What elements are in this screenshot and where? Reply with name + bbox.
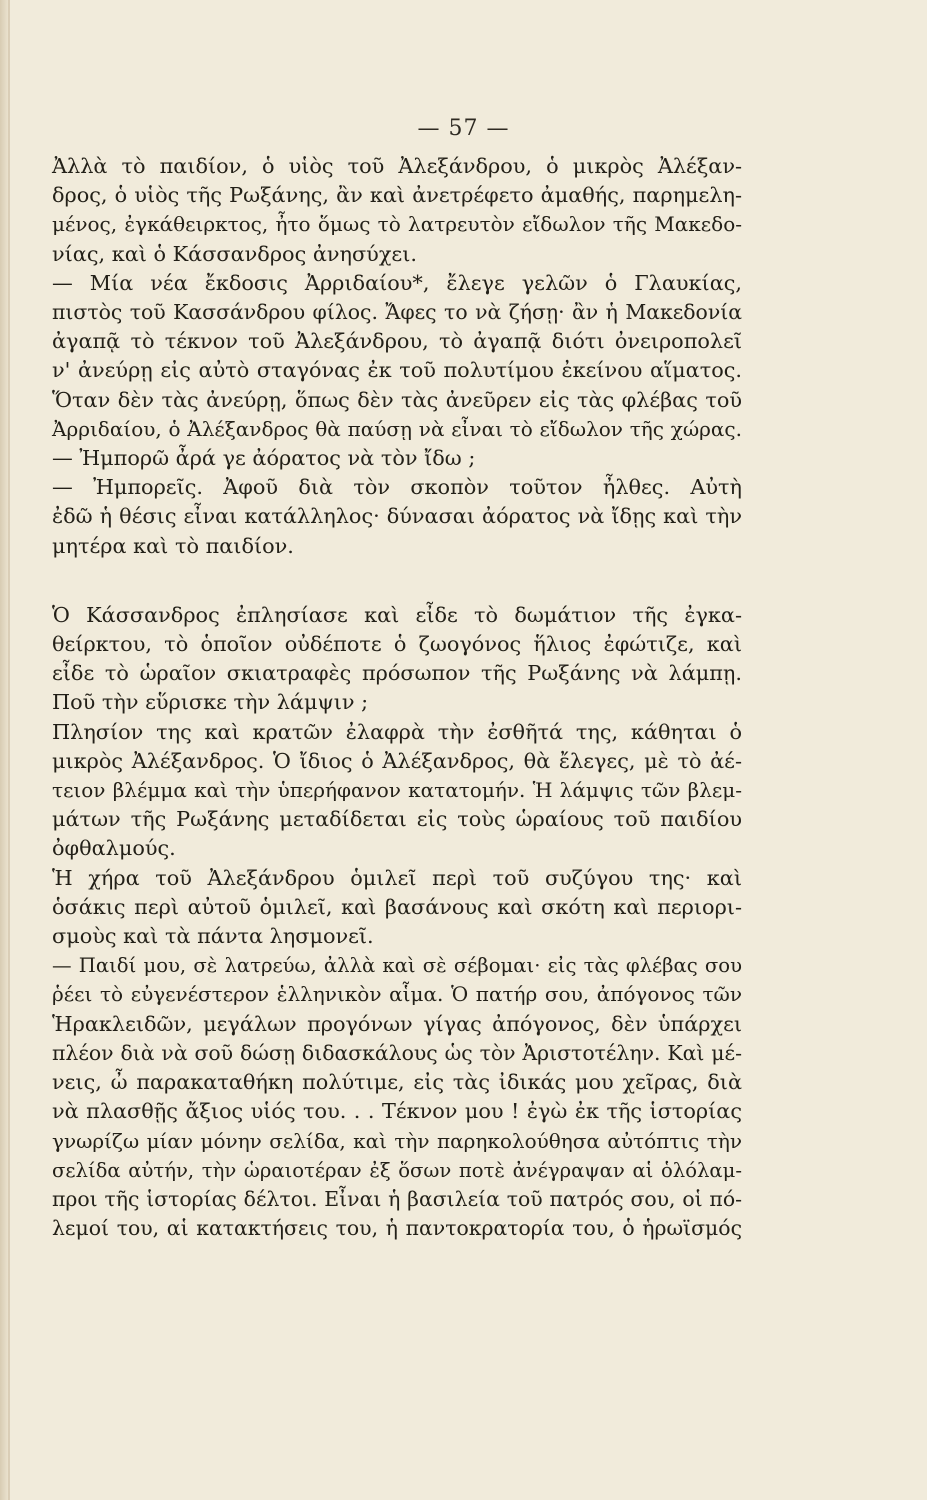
- text-line: νὰ πλασθῇς ἄξιος υἱός του. . . Τέκνον μου ! ἐγὼ ἐκ τῆς ἱστορίας: [52, 1099, 742, 1124]
- text-line: σμοὺς καὶ τὰ πάντα λησμονεῖ.: [52, 924, 374, 949]
- text-line: ὀφθαλμούς.: [52, 836, 176, 861]
- page-number: — 57 —: [417, 116, 510, 141]
- text-line: μικρὸς Ἀλέξανδρος. Ὁ ἴδιος ὁ Ἀλέξανδρος, θὰ ἔλεγες, μὲ τὸ ἀέ-: [52, 748, 742, 773]
- text-line: σελίδα αὐτήν, τὴν ὡραιοτέραν ἐξ ὅσων ποτὲ ἀνέγραψαν αἱ ὁλόλαμ-: [52, 1158, 742, 1182]
- body-text: [52, 152, 742, 1243]
- text-line: Ἡ χήρα τοῦ Ἀλεξάνδρου ὁμιλεῖ περὶ τοῦ συζύγου της· καὶ: [52, 865, 742, 890]
- text-line: — Ἠμπορεῖς. Ἀφοῦ διὰ τὸν σκοπὸν τοῦτον ἦλθες. Αὐτὴ: [52, 475, 742, 500]
- text-line: — Μία νέα ἔκδοσις Ἀρριδαίου*, ἔλεγε γελῶν ὁ Γλαυκίας,: [52, 270, 742, 295]
- text-line: προι τῆς ἱστορίας δέλτοι. Εἶναι ἡ βασιλεία τοῦ πατρός σου, οἱ πό-: [52, 1186, 742, 1211]
- text-line: πλέον διὰ νὰ σοῦ δώσῃ διδασκάλους ὡς τὸν Ἀριστοτέλην. Καὶ μέ-: [52, 1040, 742, 1065]
- text-line: — Παιδί μου, σὲ λατρεύω, ἀλλὰ καὶ σὲ σέβομαι· εἰς τὰς φλέβας σου: [52, 954, 742, 978]
- text-line: Ὁ Κάσσανδρος ἐπλησίασε καὶ εἶδε τὸ δωμάτιον τῆς ἐγκα-: [52, 602, 742, 627]
- text-line: μητέρα καὶ τὸ παιδίον.: [52, 533, 294, 558]
- text-line: Ἡρακλειδῶν, μεγάλων προγόνων γίγας ἀπόγονος, δὲν ὑπάρχει: [52, 1011, 742, 1036]
- text-line: ὁσάκις περὶ αὐτοῦ ὁμιλεῖ, καὶ βασάνους καὶ σκότη καὶ περιορι-: [52, 894, 742, 919]
- text-line: θείρκτου, τὸ ὁποῖον οὐδέποτε ὁ ζωογόνος ἥλιος ἐφώτιζε, καὶ: [52, 632, 742, 657]
- text-line: ν' ἀνεύρῃ εἰς αὐτὸ σταγόνας ἐκ τοῦ πολυτίμου ἐκείνου αἵματος.: [52, 358, 742, 383]
- text-line: λεμοί του, αἱ κατακτήσεις του, ἡ παντοκρατορία του, ὁ ἡρωϊσμός: [52, 1216, 742, 1241]
- text-line: Ἀλλὰ τὸ παιδίον, ὁ υἱὸς τοῦ Ἀλεξάνδρου, ὁ μικρὸς Ἀλέξαν-: [52, 154, 742, 178]
- text-line: ἐδῶ ἡ θέσις εἶναι κατάλληλος· δύνασαι ἀόρατος νὰ ἴδῃς καὶ τὴν: [52, 504, 742, 529]
- text-line: δρος, ὁ υἱὸς τῆς Ρωξάνης, ἂν καὶ ἀνετρέφετο ἀμαθής, παρημελη-: [52, 183, 742, 208]
- text-line: ῥέει τὸ εὐγενέστερον ἑλληνικὸν αἷμα. Ὁ πατήρ σου, ἀπόγονος τῶν: [52, 982, 742, 1007]
- text-line: μάτων τῆς Ρωξάνης μεταδίδεται εἰς τοὺς ὡραίους τοῦ παιδίου: [52, 807, 742, 832]
- text-line: εἶδε τὸ ὡραῖον σκιατραφὲς πρόσωπον τῆς Ρωξάνης νὰ λάμπῃ.: [52, 661, 742, 686]
- text-line: νίας, καὶ ὁ Κάσσανδρος ἀνησύχει.: [52, 241, 417, 266]
- text-line: γνωρίζω μίαν μόνην σελίδα, καὶ τὴν παρηκολούθησα αὐτόπτις τὴν: [52, 1128, 742, 1153]
- text-line: Ποῦ τὴν εὕρισκε τὴν λάμψιν ;: [52, 690, 369, 715]
- text-line: νεις, ὦ παρακαταθήκη πολύτιμε, εἰς τὰς ἰδικάς μου χεῖρας, διὰ: [52, 1070, 742, 1095]
- text-line: Ὅταν δὲν τὰς ἀνεύρῃ, ὅπως δὲν τὰς ἀνεῦρεν εἰς τὰς φλέβας τοῦ: [52, 387, 742, 412]
- page-fold-shadow: [8, 0, 10, 1500]
- text-line: Πλησίον της καὶ κρατῶν ἐλαφρὰ τὴν ἐσθῆτά της, κάθηται ὁ: [52, 719, 742, 744]
- text-line: — Ἠμπορῶ ἆρά γε ἀόρατος νὰ τὸν ἴδω ;: [52, 446, 476, 471]
- text-line: μένος, ἐγκάθειρκτος, ἦτο ὅμως τὸ λατρευτὸν εἴδωλον τῆς Μακεδο-: [52, 212, 742, 237]
- text-line: τειον βλέμμα καὶ τὴν ὑπερήφανον κατατομήν. Ἡ λάμψις τῶν βλεμ-: [52, 778, 742, 803]
- text-line: ἀγαπᾷ τὸ τέκνον τοῦ Ἀλεξάνδρου, τὸ ἀγαπᾷ διότι ὀνειροπολεῖ: [52, 329, 742, 354]
- text-line: Ἀρριδαίου, ὁ Ἀλέξανδρος θὰ παύσῃ νὰ εἶναι τὸ εἴδωλον τῆς χώρας.: [52, 416, 742, 441]
- section-gap: [52, 561, 742, 601]
- text-line: πιστὸς τοῦ Κασσάνδρου φίλος. Ἄφες το νὰ ζήσῃ· ἂν ἡ Μακεδονία: [52, 300, 742, 325]
